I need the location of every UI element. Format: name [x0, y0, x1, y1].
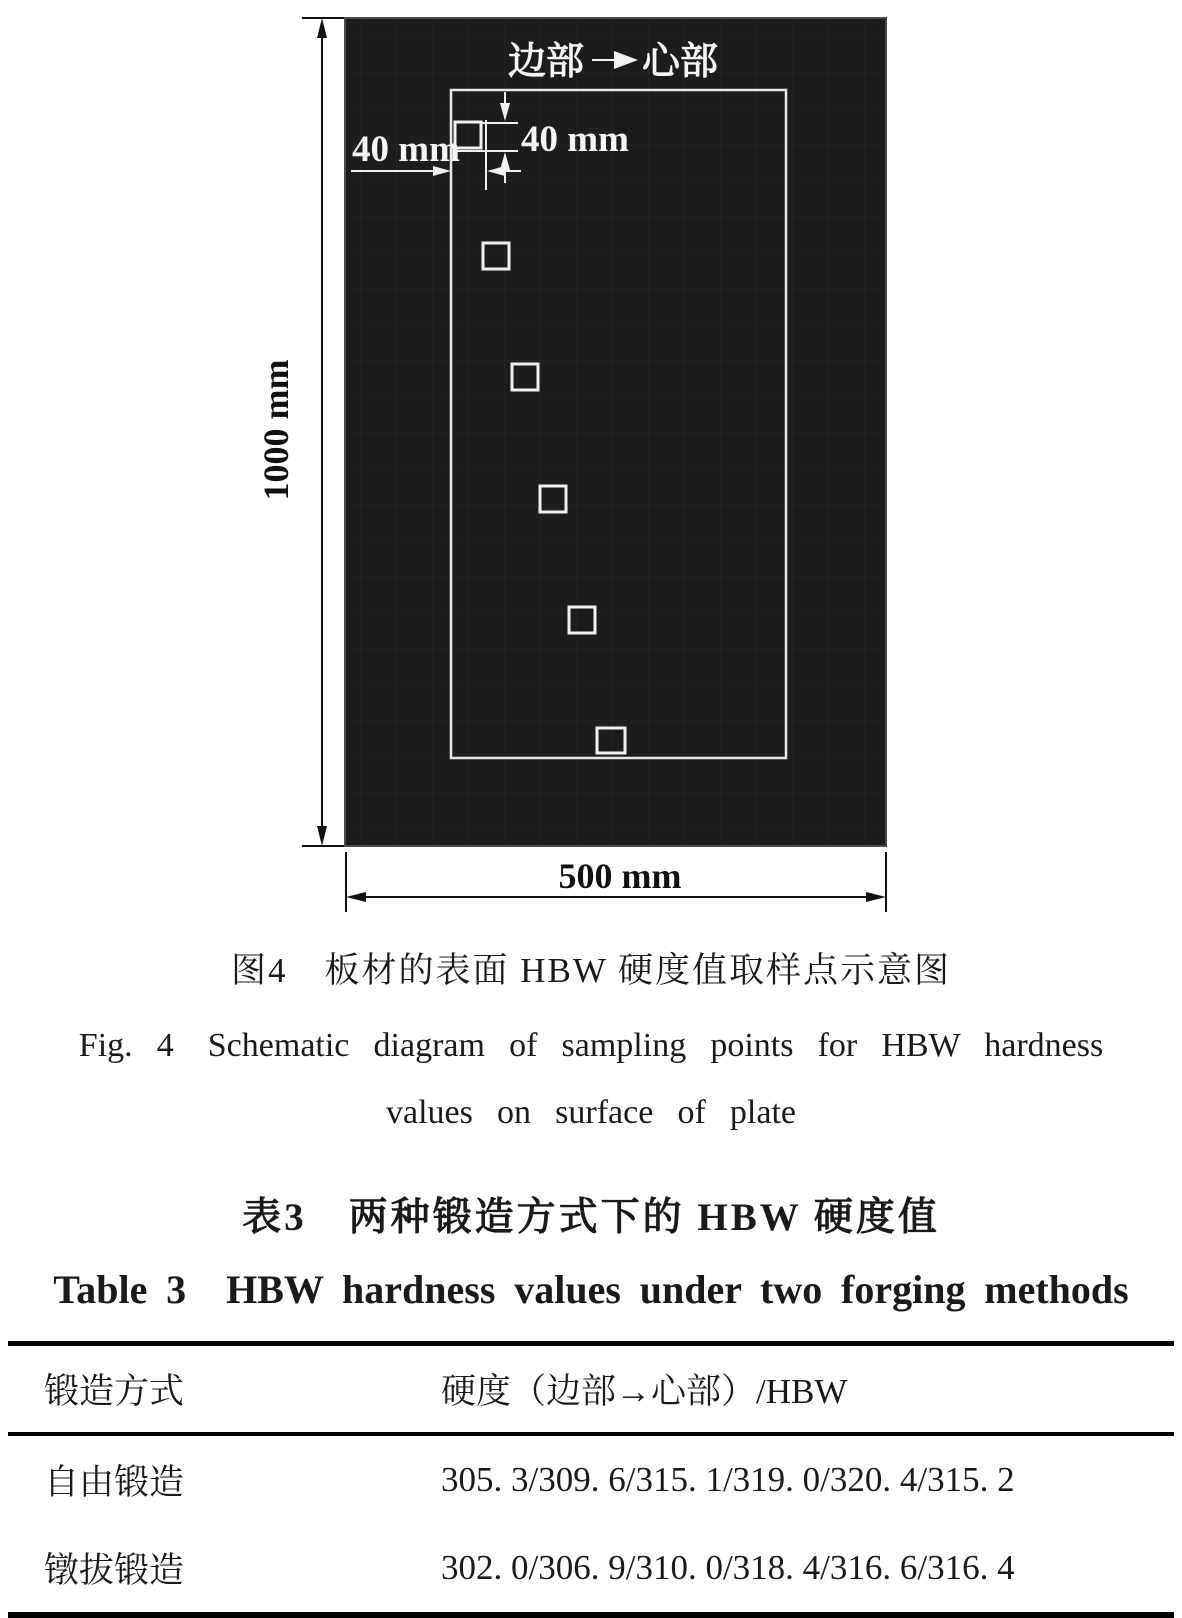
dim-width-label: 500 mm	[558, 856, 682, 896]
header-hardness: 硬度（边部→心部）/HBW	[375, 1344, 1174, 1435]
table-row	[8, 1434, 1174, 1524]
header-forging-method: 锻造方式	[8, 1344, 375, 1435]
values-cell: 305. 3/309. 6/315. 1/319. 0/320. 4/315. 2	[441, 1460, 1015, 1499]
dim-width	[346, 852, 886, 912]
table-header-row	[8, 1344, 1174, 1435]
figure-caption-cn: 图4 板材的表面 HBW 硬度值取样点示意图	[230, 951, 952, 990]
table3-container	[0, 1186, 1182, 1618]
dim-height	[256, 18, 344, 846]
arrow-up-icon	[317, 18, 327, 38]
table-title-en: Table 3 HBW hardness values under two forging methods	[53, 1267, 1129, 1312]
flow-from-label: 边部	[507, 41, 584, 83]
arrow-left-icon	[346, 892, 366, 902]
table-row	[8, 1524, 1174, 1615]
dim-offset-top-label: 40 mm	[521, 119, 629, 160]
hbw-hardness-table	[8, 1341, 1174, 1618]
table-title-cn: 表3 两种锻造方式下的 HBW 硬度值	[242, 1196, 940, 1239]
method-cell: 镦拔锻造	[44, 1551, 185, 1590]
figure-caption-en-line2: values on surface of plate	[386, 1094, 796, 1131]
flow-to-label: 心部	[642, 41, 719, 83]
method-cell: 自由锻造	[44, 1463, 185, 1502]
arrow-down-icon	[317, 826, 327, 846]
dim-height-label: 1000 mm	[256, 359, 296, 501]
figure-caption-en-line1: Fig. 4 Schematic diagram of sampling points for HBW hardness	[78, 1027, 1104, 1064]
dim-offset-left-label: 40 mm	[352, 129, 460, 170]
arrow-right-icon	[866, 892, 886, 902]
values-cell: 302. 0/306. 9/310. 0/318. 4/316. 6/316. 4	[441, 1548, 1015, 1587]
